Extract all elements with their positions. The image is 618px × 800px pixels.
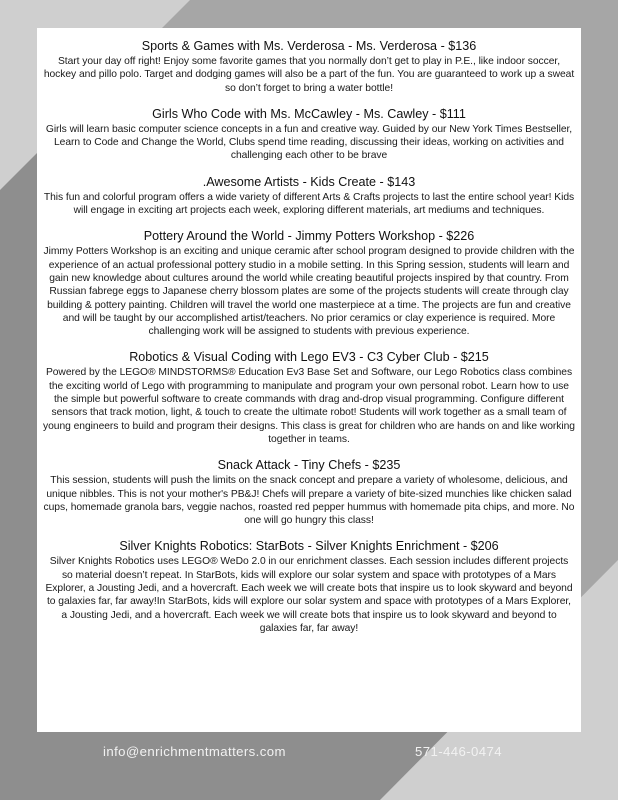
program-title: Robotics & Visual Coding with Lego EV3 - C3 Cyber Club - $215: [129, 350, 489, 365]
program-section: [43, 538, 575, 635]
program-title: Girls Who Code with Ms. McCawley - Ms. Cawley - $111: [152, 106, 466, 121]
contact-footer: [0, 744, 618, 768]
program-title: .Awesome Artists - Kids Create - $143: [202, 174, 416, 189]
program-section: [43, 349, 575, 446]
email-link[interactable]: info@enrichmentmatters.com: [103, 744, 286, 759]
program-section: [43, 457, 575, 527]
program-description: Start your day off right! Enjoy some favorite games that you normally don’t get to play in P.E., like indoor soccer, hockey and pillo polo. Target and dodging games will also be a part of the fun. You are guaranteed to work up a sweat so don’t forget to bring a water bottle!: [43, 56, 575, 94]
program-description: This fun and colorful program offers a wide variety of different Arts & Crafts projects to last the entire school year! Kids will engage in exciting art projects each week, exploring different materials, art mediums and techniques.: [43, 191, 575, 217]
program-section: [43, 106, 575, 163]
program-description: This session, students will push the limits on the snack concept and prepare a variety of wholesome, delicious, and unique nibbles. This is not your mother's PB&J! Chefs will prepare a variety of bite-sized munchies like chicken salad cups, homemade granola bars, veggie nachos, roasted red pepper hummus with homemade pita chips, and more. No one will go hungry this class!: [43, 475, 575, 527]
program-description: Girls will learn basic computer science concepts in a fun and creative way. Guided by our New York Times Bestseller, Learn to Code and Change the World, Clubs spend time reading, discussing their ideas, working on activities and challenging each other to be brave: [45, 123, 573, 162]
program-title: Silver Knights Robotics: StarBots - Silver Knights Enrichment - $206: [119, 539, 499, 554]
program-title: Sports & Games with Ms. Verderosa - Ms. Verderosa - $136: [141, 39, 477, 53]
program-description: Powered by the LEGO® MINDSTORMS® Education Ev3 Base Set and Software, our Lego Robotics class combines the exciting world of Lego with programming to manipulate and program your own personal robot. Learn how to use the simple but powerful software to create commands with drag and-drop visual programming. Configure different sensors that track motion, light, & touch to create the ultimate robot! Students will work together as a small team of young engineers to build and program their designs. This class is great for children who are hands on and like working together in teams.: [43, 367, 575, 445]
program-description: Jimmy Potters Workshop is an exciting and unique ceramic after school program designed to provide children with the experience of an actual professional pottery studio in a mobile setting. In this Spring session, students will learn and gain new knowledge about cultures around the world while creating beautiful projects inspired by that country. From Russian fabrege eggs to Japanese cherry blossom plates are some of the projects students will create through clay building & pottery painting. Children will travel the world one masterpiece at a time. The projects are fun and creative and will be taught by our accomplished artist/teachers. No prior ceramics or clay experience is required. More challenging work will be assigned to students with previous experience.: [43, 246, 575, 338]
phone-number[interactable]: 571-446-0474: [415, 744, 502, 759]
program-description: Silver Knights Robotics uses LEGO® WeDo 2.0 in our enrichment classes. Each session includes different projects so material doesn’t repeat. In StarBots, kids will explore our solar system and space with prototypes of a Mars Explorer, a Jousting Jedi, and a hovercraft. Each week we will create bots that inspire us to look skyward and beyond to galaxies far, far away!In StarBots, kids will explore our solar system and space with prototypes of a Mars Explorer, a Jousting Jedi, and a hovercraft. Each week we will create bots that inspire us to look skyward and beyond to galaxies far, far away!: [45, 556, 573, 634]
program-title: Pottery Around the World - Jimmy Potters Workshop - $226: [143, 229, 475, 244]
program-section: [43, 228, 575, 338]
program-title: Snack Attack - Tiny Chefs - $235: [217, 458, 401, 473]
program-section: [43, 174, 575, 218]
program-sheet: [37, 28, 581, 732]
program-section: [43, 38, 575, 95]
